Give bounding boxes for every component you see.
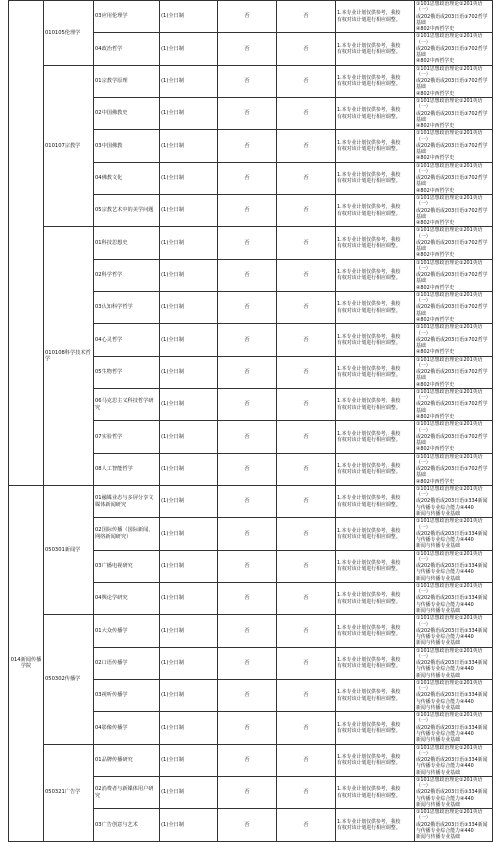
flag-b: 否 [277, 679, 336, 711]
major-cell: 010108科学技术哲学 [44, 227, 94, 486]
research-direction: 04政治哲学 [94, 33, 160, 65]
note-cell: 1.本专业计划仅供参考，我校 有权对该计划进行相应调整。 [336, 453, 415, 485]
note-cell: 1.本专业计划仅供参考，我校 有权对该计划进行相应调整。 [336, 291, 415, 323]
research-direction: 03认知科学哲学 [94, 291, 160, 323]
flag-a: 否 [218, 259, 277, 291]
flag-a: 否 [218, 97, 277, 129]
table-row [9, 485, 493, 517]
study-mode: (1)全日制 [160, 647, 218, 679]
note-cell: 1.本专业计划仅供参考，我校 有权对该计划进行相应调整。 [336, 259, 415, 291]
study-mode: (1)全日制 [160, 227, 218, 259]
flag-a: 否 [218, 162, 277, 194]
note-cell: 1.本专业计划仅供参考，我校 有权对该计划进行相应调整。 [336, 809, 415, 841]
study-mode: (1)全日制 [160, 712, 218, 744]
flag-b: 否 [277, 65, 336, 97]
exam-subjects: ①101思想政治理论②201英语（一） 或202俄语或203日语③702哲学基础 ④802中西哲学史 [415, 324, 493, 356]
study-mode: (1)全日制 [160, 324, 218, 356]
research-direction: 03广告创意与艺术 [94, 809, 160, 841]
table-row [9, 65, 493, 97]
research-direction: 03视听传播学 [94, 679, 160, 711]
research-direction: 07实验哲学 [94, 421, 160, 453]
note-cell: 1.本专业计划仅供参考，我校 有权对该计划进行相应调整。 [336, 227, 415, 259]
note-cell: 1.本专业计划仅供参考，我校 有权对该计划进行相应调整。 [336, 744, 415, 776]
flag-b: 否 [277, 1, 336, 33]
flag-a: 否 [218, 227, 277, 259]
note-cell: 1.本专业计划仅供参考，我校 有权对该计划进行相应调整。 [336, 194, 415, 226]
exam-subjects: ①101思想政治理论②201英语（一） 或202俄语或203日语③702哲学基础 ④802中西哲学史 [415, 33, 493, 65]
note-cell: 1.本专业计划仅供参考，我校 有权对该计划进行相应调整。 [336, 712, 415, 744]
flag-b: 否 [277, 453, 336, 485]
flag-a: 否 [218, 291, 277, 323]
study-mode: (1)全日制 [160, 776, 218, 808]
study-mode: (1)全日制 [160, 33, 218, 65]
research-direction: 01大众传播学 [94, 615, 160, 647]
table-row [9, 615, 493, 647]
note-cell: 1.本专业计划仅供参考，我校 有权对该计划进行相应调整。 [336, 324, 415, 356]
flag-b: 否 [277, 712, 336, 744]
research-direction: 08人工智能哲学 [94, 453, 160, 485]
study-mode: (1)全日制 [160, 65, 218, 97]
research-direction: 03中国佛教 [94, 130, 160, 162]
flag-a: 否 [218, 776, 277, 808]
flag-b: 否 [277, 809, 336, 841]
major-cell: 050301新闻学 [44, 485, 94, 614]
research-direction: 02口语传播学 [94, 647, 160, 679]
flag-b: 否 [277, 647, 336, 679]
exam-subjects: ①101思想政治理论②201英语（一） 或202俄语或203日语③334新闻与传播专业综合能力④440 新闻与传播专业基础 [415, 647, 493, 679]
department-cell [9, 1, 44, 486]
flag-b: 否 [277, 194, 336, 226]
exam-subjects: ①101思想政治理论②201英语（一） 或202俄语或203日语③702哲学基础 ④802中西哲学史 [415, 453, 493, 485]
research-direction: 01宗教学原理 [94, 65, 160, 97]
note-cell: 1.本专业计划仅供参考，我校 有权对该计划进行相应调整。 [336, 582, 415, 614]
study-mode: (1)全日制 [160, 582, 218, 614]
exam-subjects: ①101思想政治理论②201英语（一） 或202俄语或203日语③702哲学基础 ④802中西哲学史 [415, 162, 493, 194]
flag-b: 否 [277, 162, 336, 194]
flag-b: 否 [277, 130, 336, 162]
research-direction: 06马克思主义科技哲学研究 [94, 388, 160, 420]
exam-subjects: ①101思想政治理论②201英语（一） 或202俄语或203日语③334新闻与传播专业综合能力④440 新闻与传播专业基础 [415, 744, 493, 776]
study-mode: (1)全日制 [160, 485, 218, 517]
exam-subjects: ①101思想政治理论②201英语（一） 或202俄语或203日语③702哲学基础 ④802中西哲学史 [415, 388, 493, 420]
exam-subjects: ①101思想政治理论②201英语（一） 或202俄语或203日语③334新闻与传播专业综合能力④440 新闻与传播专业基础 [415, 550, 493, 582]
research-direction: 02中国佛教史 [94, 97, 160, 129]
flag-a: 否 [218, 65, 277, 97]
research-direction: 02国际传播（国际新闻、网络新闻研究） [94, 518, 160, 550]
exam-subjects: ①101思想政治理论②201英语（一） 或202俄语或203日语③702哲学基础 ④802中西哲学史 [415, 227, 493, 259]
department-cell: 014新闻传播学院 [9, 485, 44, 841]
exam-subjects: ①101思想政治理论②201英语（一） 或202俄语或203日语③702哲学基础 ④802中西哲学史 [415, 1, 493, 33]
flag-a: 否 [218, 485, 277, 517]
major-cell: 010107宗教学 [44, 65, 94, 227]
study-mode: (1)全日制 [160, 453, 218, 485]
study-mode: (1)全日制 [160, 97, 218, 129]
flag-b: 否 [277, 744, 336, 776]
exam-subjects: ①101思想政治理论②201英语（一） 或202俄语或203日语③334新闻与传播专业综合能力④440 新闻与传播专业基础 [415, 809, 493, 841]
research-direction: 04佛教文化 [94, 162, 160, 194]
study-mode: (1)全日制 [160, 809, 218, 841]
flag-a: 否 [218, 33, 277, 65]
research-direction: 04心灵哲学 [94, 324, 160, 356]
major-cell: 050321广告学 [44, 744, 94, 841]
exam-subjects: ①101思想政治理论②201英语（一） 或202俄语或203日语③334新闻与传播专业综合能力④440 新闻与传播专业基础 [415, 679, 493, 711]
flag-b: 否 [277, 291, 336, 323]
flag-b: 否 [277, 259, 336, 291]
enrollment-catalog-page [8, 0, 492, 841]
exam-subjects: ①101思想政治理论②201英语（一） 或202俄语或203日语③334新闻与传播专业综合能力④440 新闻与传播专业基础 [415, 485, 493, 517]
research-direction: 04影像传播学 [94, 712, 160, 744]
flag-b: 否 [277, 550, 336, 582]
exam-subjects: ①101思想政治理论②201英语（一） 或202俄语或203日语③702哲学基础 ④802中西哲学史 [415, 97, 493, 129]
exam-subjects: ①101思想政治理论②201英语（一） 或202俄语或203日语③334新闻与传播专业综合能力④440 新闻与传播专业基础 [415, 615, 493, 647]
enrollment-table [8, 0, 493, 842]
study-mode: (1)全日制 [160, 388, 218, 420]
exam-subjects: ①101思想政治理论②201英语（一） 或202俄语或203日语③702哲学基础 ④802中西哲学史 [415, 194, 493, 226]
study-mode: (1)全日制 [160, 194, 218, 226]
flag-a: 否 [218, 744, 277, 776]
flag-b: 否 [277, 582, 336, 614]
flag-a: 否 [218, 421, 277, 453]
exam-subjects: ①101思想政治理论②201英语（一） 或202俄语或203日语③702哲学基础 ④802中西哲学史 [415, 291, 493, 323]
research-direction: 05宗教艺术中的美学问题 [94, 194, 160, 226]
note-cell: 1.本专业计划仅供参考，我校 有权对该计划进行相应调整。 [336, 1, 415, 33]
note-cell: 1.本专业计划仅供参考，我校 有权对该计划进行相应调整。 [336, 356, 415, 388]
note-cell: 1.本专业计划仅供参考，我校 有权对该计划进行相应调整。 [336, 518, 415, 550]
flag-a: 否 [218, 809, 277, 841]
note-cell: 1.本专业计划仅供参考，我校 有权对该计划进行相应调整。 [336, 679, 415, 711]
study-mode: (1)全日制 [160, 679, 218, 711]
study-mode: (1)全日制 [160, 744, 218, 776]
flag-b: 否 [277, 776, 336, 808]
flag-a: 否 [218, 194, 277, 226]
flag-b: 否 [277, 97, 336, 129]
flag-a: 否 [218, 712, 277, 744]
exam-subjects: ①101思想政治理论②201英语（一） 或202俄语或203日语③702哲学基础 ④802中西哲学史 [415, 356, 493, 388]
note-cell: 1.本专业计划仅供参考，我校 有权对该计划进行相应调整。 [336, 130, 415, 162]
flag-a: 否 [218, 1, 277, 33]
study-mode: (1)全日制 [160, 130, 218, 162]
flag-b: 否 [277, 356, 336, 388]
exam-subjects: ①101思想政治理论②201英语（一） 或202俄语或203日语③702哲学基础 ④802中西哲学史 [415, 130, 493, 162]
study-mode: (1)全日制 [160, 356, 218, 388]
flag-b: 否 [277, 227, 336, 259]
flag-b: 否 [277, 518, 336, 550]
flag-b: 否 [277, 388, 336, 420]
study-mode: (1)全日制 [160, 615, 218, 647]
flag-a: 否 [218, 453, 277, 485]
flag-a: 否 [218, 388, 277, 420]
table-row [9, 227, 493, 259]
note-cell: 1.本专业计划仅供参考，我校 有权对该计划进行相应调整。 [336, 162, 415, 194]
exam-subjects: ①101思想政治理论②201英语（一） 或202俄语或203日语③334新闻与传播专业综合能力④440 新闻与传播专业基础 [415, 518, 493, 550]
note-cell: 1.本专业计划仅供参考，我校 有权对该计划进行相应调整。 [336, 33, 415, 65]
note-cell: 1.本专业计划仅供参考，我校 有权对该计划进行相应调整。 [336, 388, 415, 420]
flag-b: 否 [277, 485, 336, 517]
research-direction: 01品牌传播研究 [94, 744, 160, 776]
note-cell: 1.本专业计划仅供参考，我校 有权对该计划进行相应调整。 [336, 550, 415, 582]
major-cell: 050302传播学 [44, 615, 94, 744]
research-direction: 04舆论学研究 [94, 582, 160, 614]
flag-a: 否 [218, 518, 277, 550]
flag-b: 否 [277, 33, 336, 65]
note-cell: 1.本专业计划仅供参考，我校 有权对该计划进行相应调整。 [336, 421, 415, 453]
flag-a: 否 [218, 356, 277, 388]
study-mode: (1)全日制 [160, 1, 218, 33]
flag-a: 否 [218, 324, 277, 356]
research-direction: 01融媒业态与多屏分享文媒体新闻研究 [94, 485, 160, 517]
exam-subjects: ①101思想政治理论②201英语（一） 或202俄语或203日语③334新闻与传播专业综合能力④440 新闻与传播专业基础 [415, 776, 493, 808]
study-mode: (1)全日制 [160, 259, 218, 291]
research-direction: 03应用伦理学 [94, 1, 160, 33]
flag-a: 否 [218, 679, 277, 711]
flag-a: 否 [218, 615, 277, 647]
note-cell: 1.本专业计划仅供参考，我校 有权对该计划进行相应调整。 [336, 615, 415, 647]
research-direction: 03广播电视研究 [94, 550, 160, 582]
flag-a: 否 [218, 550, 277, 582]
research-direction: 02消费者与新媒体用户研究 [94, 776, 160, 808]
note-cell: 1.本专业计划仅供参考，我校 有权对该计划进行相应调整。 [336, 647, 415, 679]
flag-b: 否 [277, 615, 336, 647]
note-cell: 1.本专业计划仅供参考，我校 有权对该计划进行相应调整。 [336, 97, 415, 129]
research-direction: 01科技思想史 [94, 227, 160, 259]
exam-subjects: ①101思想政治理论②201英语（一） 或202俄语或203日语③334新闻与传播专业综合能力④440 新闻与传播专业基础 [415, 712, 493, 744]
study-mode: (1)全日制 [160, 550, 218, 582]
research-direction: 02科学哲学 [94, 259, 160, 291]
exam-subjects: ①101思想政治理论②201英语（一） 或202俄语或203日语③702哲学基础 ④802中西哲学史 [415, 65, 493, 97]
major-cell: 010105伦理学 [44, 1, 94, 66]
exam-subjects: ①101思想政治理论②201英语（一） 或202俄语或203日语③702哲学基础 ④802中西哲学史 [415, 421, 493, 453]
study-mode: (1)全日制 [160, 518, 218, 550]
table-row [9, 1, 493, 33]
flag-a: 否 [218, 647, 277, 679]
study-mode: (1)全日制 [160, 421, 218, 453]
flag-b: 否 [277, 324, 336, 356]
note-cell: 1.本专业计划仅供参考，我校 有权对该计划进行相应调整。 [336, 65, 415, 97]
exam-subjects: ①101思想政治理论②201英语（一） 或202俄语或203日语③702哲学基础 ④802中西哲学史 [415, 259, 493, 291]
note-cell: 1.本专业计划仅供参考，我校 有权对该计划进行相应调整。 [336, 485, 415, 517]
flag-b: 否 [277, 421, 336, 453]
study-mode: (1)全日制 [160, 162, 218, 194]
flag-a: 否 [218, 130, 277, 162]
table-row [9, 744, 493, 776]
study-mode: (1)全日制 [160, 291, 218, 323]
note-cell: 1.本专业计划仅供参考，我校 有权对该计划进行相应调整。 [336, 776, 415, 808]
research-direction: 05生物哲学 [94, 356, 160, 388]
exam-subjects: ①101思想政治理论②201英语（一） 或202俄语或203日语③334新闻与传播专业综合能力④440 新闻与传播专业基础 [415, 582, 493, 614]
flag-a: 否 [218, 582, 277, 614]
